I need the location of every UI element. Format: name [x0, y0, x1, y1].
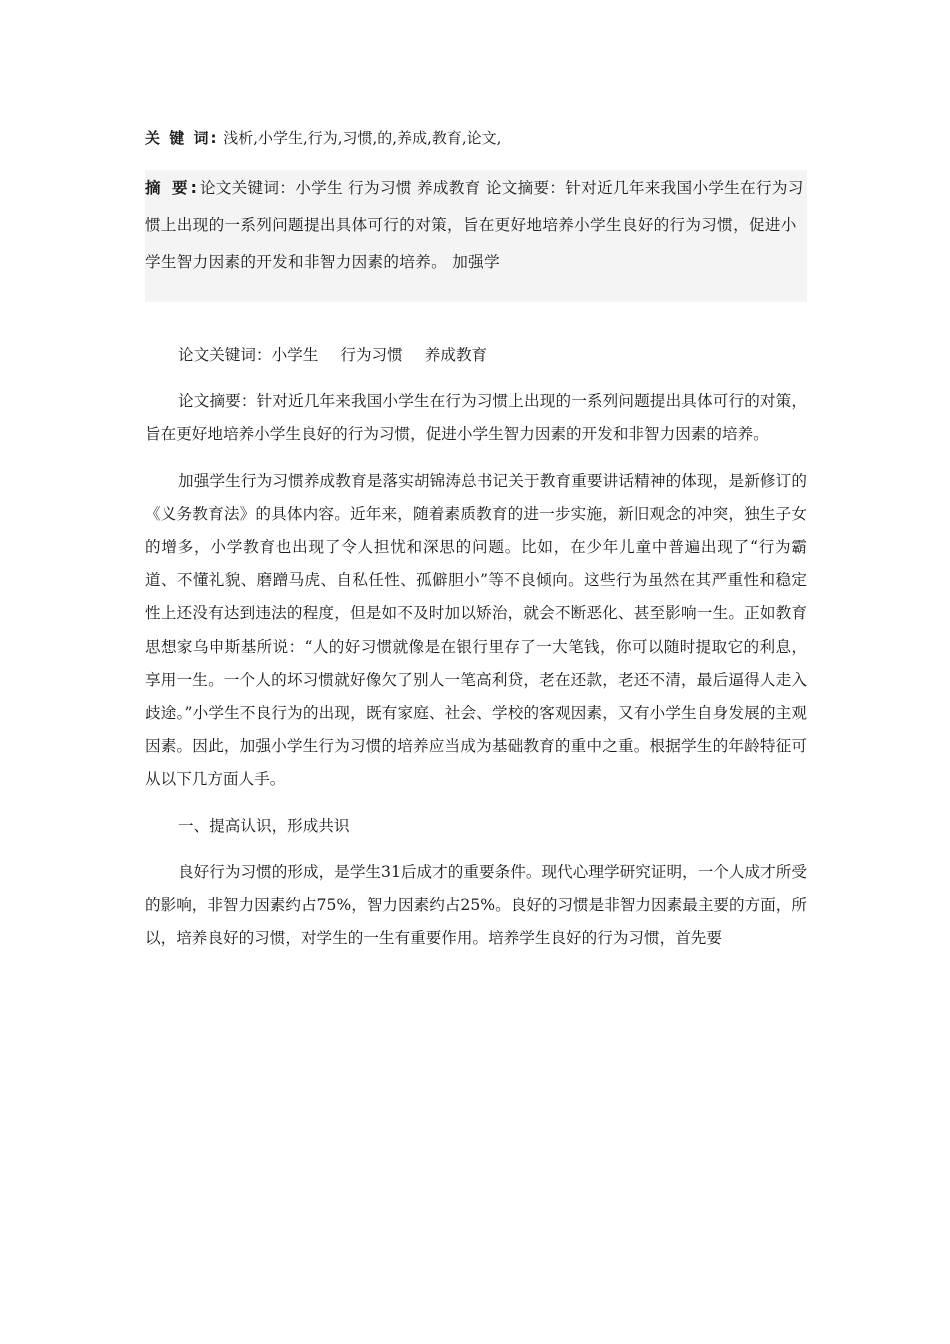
abstract-box: [145, 170, 807, 302]
article-keyword-3: 养成教育: [424, 346, 488, 364]
keywords-line: [145, 126, 807, 150]
section-heading-1: 一、提高认识，形成共识: [178, 816, 350, 835]
keywords-label: 关 键 词:: [145, 129, 219, 147]
abstract-paragraph: [145, 170, 807, 281]
article-keyword-2: 行为习惯: [340, 346, 403, 364]
article-summary: 论文摘要：针对近几年来我国小学生在行为习惯上出现的一系列问题提出具体可行的对策，旨在更好地培养小学生良好的行为习惯，促进小学生智力因素的开发和非智力因素的培养。: [145, 392, 807, 444]
article-body: [145, 339, 807, 955]
article-paragraph-1: 加强学生行为习惯养成教育是落实胡锦涛总书记关于教育重要讲话精神的体现，是新修订的《义务教育法》的具体内容。近年来，随着素质教育的进一步实施，新旧观念的冲突，独生子女的增多，小学教育也出现了令人担忧和深思的问题。比如，在少年儿童中普遍出现了“行为霸道、不懂礼貌、磨蹭马虎、自私任性、孤僻胆小”等不良倾向。这些行为虽然在其严重性和稳定性上还没有达到违法的程度，但是如不及时加以矫治，就会不断恶化、甚至影响一生。正如教育思想家乌申斯基所说：“人的好习惯就像是在银行里存了一大笔钱，你可以随时提取它的利息，享用一生。一个人的坏习惯就好像欠了别人一笔高利贷，老在还款，老还不清，最后逼得人走入歧途。”小学生不良行为的出现，既有家庭、社会、学校的客观因素，又有小学生自身发展的主观因素。因此，加强小学生行为习惯的培养应当成为基础教育的重中之重。根据学生的年龄特征可从以下几方面人手。: [145, 471, 807, 789]
article-keywords: [145, 339, 807, 372]
keywords-value: 浅析,小学生,行为,习惯,的,养成,教育,论文,: [223, 129, 502, 147]
abstract-label: 摘 要:: [145, 179, 200, 197]
article-keywords-label: 论文关键词：小学生: [178, 346, 319, 364]
article-paragraph-2: 良好行为习惯的形成，是学生31后成才的重要条件。现代心理学研究证明，一个人成才所受的影响，非智力因素约占75%，智力因素约占25%。良好的习惯是非智力因素最主要的方面，所以，培养良好的习惯，对学生的一生有重要作用。培养学生良好的行为习惯，首先要: [145, 862, 807, 948]
abstract-text: 论文关键词：小学生 行为习惯 养成教育 论文摘要：针对近几年来我国小学生在行为习惯上出现的一系列问题提出具体可行的对策，旨在更好地培养小学生良好的行为习惯，促进小学生智力因素的开发和非智力因素的培养。 加强学: [145, 179, 804, 271]
